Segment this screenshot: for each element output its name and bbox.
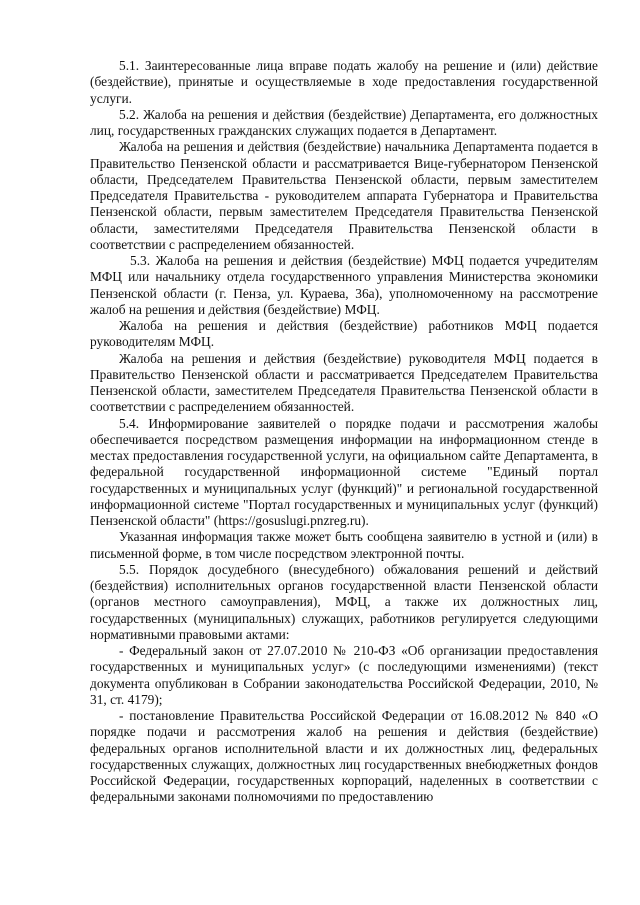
paragraph-mfc-workers-complaint: Жалоба на решения и действия (бездействие) работников МФЦ подается руководителям МФЦ. — [90, 318, 598, 350]
paragraph-department-head-complaint: Жалоба на решения и действия (бездействие) начальника Департамента подается в Правительство Пензенской области и рассматривается Вице-губернатором Пензенской области, Председателем Правительства Пензенской области, первым заместителем Председателя Правительства - руководителем аппарата Губернатора и Правительства Пензенской области, первым заместителем Председателя Правительства Пензенской области, заместителями Председателя Правительства Пензенской области в соответствии с распределением обязанностей. — [90, 139, 598, 252]
paragraph-information-channels: Указанная информация также может быть сообщена заявителю в устной и (или) в письменной форме, в том числе посредством электронной почты. — [90, 529, 598, 561]
list-item-government-decree: - постановление Правительства Российской Федерации от 16.08.2012 № 840 «О порядке подачи и рассмотрения жалоб на решения и действия (бездействие) федеральных органов исполнительной власти и их должностных лиц, федеральных государственных служащих, должностных лиц государственных внебюджетных фондов Российской Федерации, государственных корпораций, наделенных в соответствии с федеральными законами полномочиями по предоставлению — [90, 708, 598, 805]
paragraph-5-5: 5.5. Порядок досудебного (внесудебного) обжалования решений и действий (бездействия) исполнительных органов государственной власти Пензенской области (органов местного самоуправления), МФЦ, а также их должностных лиц, государственных (муниципальных) служащих, работников регулируется следующими нормативными правовыми актами: — [90, 561, 598, 642]
paragraph-5-4: 5.4. Информирование заявителей о порядке подачи и рассмотрения жалобы обеспечивается посредством размещения информации на информационном стенде в местах предоставления государственной услуги, на официальном сайте Департамента, в федеральной государственной информационной системе "Единый портал государственных и муниципальных услуг (функций)" и региональной государственной информационной системе "Портал государственных и муниципальных услуг (функций) Пензенской области" (https://gosuslugi.pnzreg.ru). — [90, 415, 598, 528]
list-item-federal-law: - Федеральный закон от 27.07.2010 № 210-ФЗ «Об организации предоставления государственных и муниципальных услуг» (с последующими изменениями) (текст документа опубликован в Собрании законодательства Российской Федерации, 2010, № 31, ст. 4179); — [90, 643, 598, 707]
paragraph-5-3: 5.3. Жалоба на решения и действия (бездействие) МФЦ подается учредителям МФЦ или начальнику отдела государственного управления Министерства экономики Пензенской области (г. Пенза, ул. Кураева, 36а), уполномоченному на рассмотрение жалоб на решения и действия (бездействие) МФЦ. — [90, 253, 598, 317]
paragraph-5-2: 5.2. Жалоба на решения и действия (бездействие) Департамента, его должностных лиц, государственных гражданских служащих подается в Департамент. — [90, 106, 598, 138]
paragraph-mfc-head-complaint: Жалоба на решения и действия (бездействие) руководителя МФЦ подается в Правительство Пензенской области и рассматривается Председателем Правительства Пензенской области, заместителем Председателя Правительства Пензенской области в соответствии с распределением обязанностей. — [90, 350, 598, 415]
document-page — [90, 58, 598, 806]
paragraph-5-1: 5.1. Заинтересованные лица вправе подать жалобу на решение и (или) действие (бездействие), принятые и осуществляемые в ходе предоставления государственной услуги. — [90, 58, 598, 106]
